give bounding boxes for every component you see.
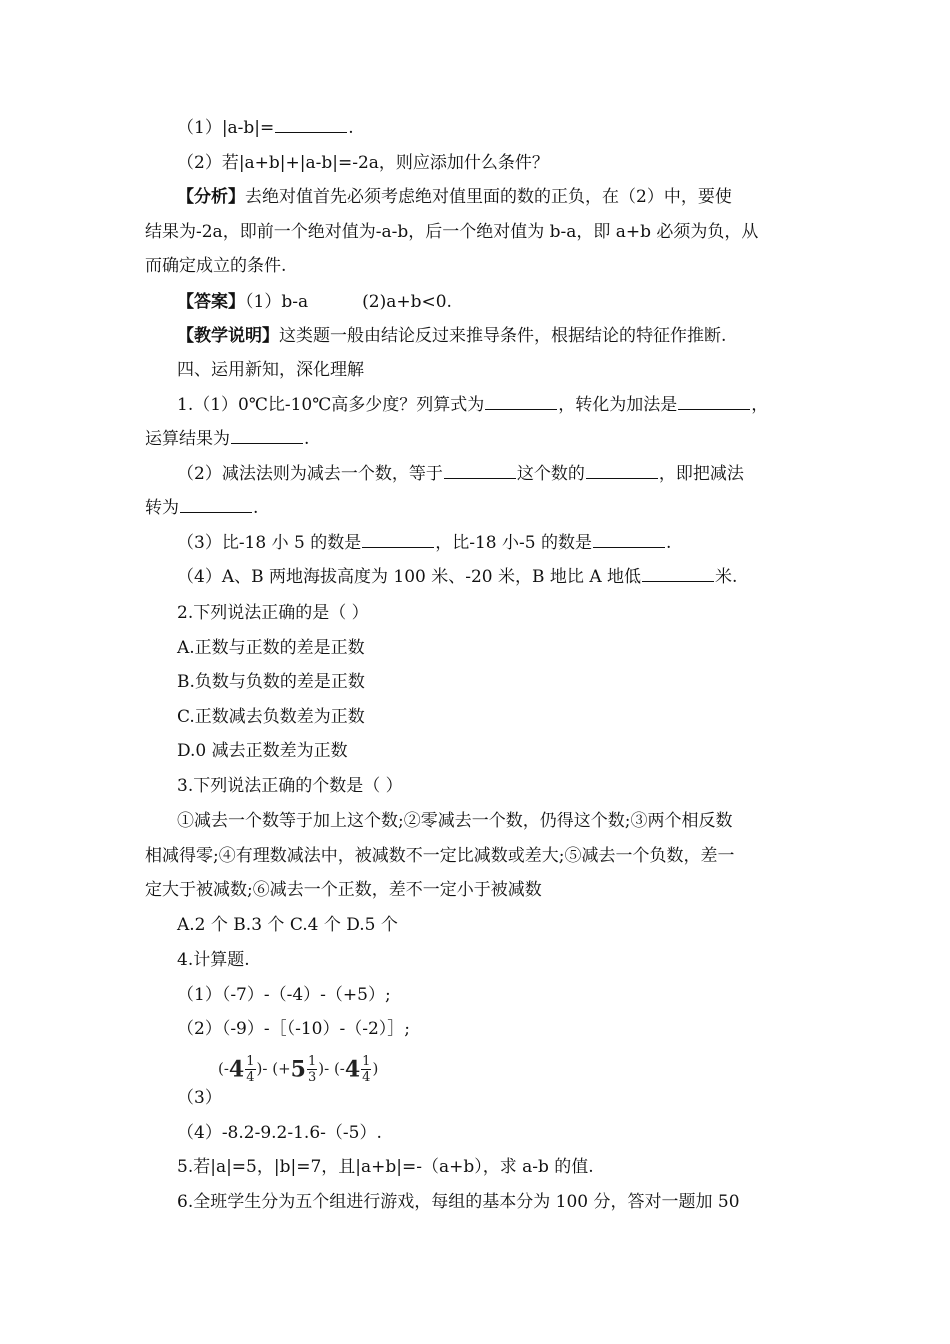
- answer-blank: [642, 566, 714, 582]
- answer-blank: [678, 394, 750, 410]
- text-line: 【分析】去绝对值首先必须考虑绝对值里面的数的正负，在（2）中，要使: [177, 187, 732, 207]
- answer-blank: [444, 463, 516, 479]
- text-line: （4）-8.2-9.2-1.6-（-5）.: [177, 1123, 382, 1143]
- question: 5.若|a|=5，|b|=7，且|a+b|=-（a+b），求 a-b 的值.: [177, 1157, 594, 1177]
- answer-blank: [593, 532, 665, 548]
- text-line: 运算结果为 .: [145, 429, 310, 449]
- text-line: （3）比-18 小 5 的数是 ，比-18 小-5 的数是 .: [177, 533, 672, 553]
- text-line: 结果为-2a，即前一个绝对值为-a-b，后一个绝对值为 b-a，即 a+b 必须为负，从: [145, 222, 759, 242]
- answer-blank: [180, 497, 252, 513]
- math-expression: (-4 $\frac{1}{4}$ )- (+5 $\frac{1}{3}$ )- (-4 $\frac{1}{4}$ ): [218, 1054, 379, 1085]
- fraction: $\frac{1}{4}$: [362, 1054, 371, 1085]
- text-line: （1）|a-b|= .: [177, 118, 354, 138]
- text-line: （2）（-9）-［（-10）-（-2）］;: [177, 1019, 411, 1039]
- answer-blank: [586, 463, 658, 479]
- option: A.正数与正数的差是正数: [177, 638, 365, 658]
- text-line: 转为 .: [145, 498, 259, 518]
- question: 2.下列说法正确的是（ ）: [177, 603, 369, 623]
- text-line: （2）减法法则为减去一个数，等于 这个数的 ，即把减法: [177, 464, 744, 484]
- teaching-note-tag: 【教学说明】: [177, 326, 279, 346]
- question: 4.计算题.: [177, 950, 250, 970]
- text-line: （2）若|a+b|+|a-b|=-2a，则应添加什么条件？: [177, 153, 549, 173]
- text-line: ①减去一个数等于加上这个数;②零减去一个数，仍得这个数;③两个相反数: [177, 811, 733, 831]
- section-heading: 四、运用新知，深化理解: [177, 360, 364, 380]
- answer-blank: [362, 532, 434, 548]
- text-line: 相减得零;④有理数减法中，被减数不一定比减数或差大;⑤减去一个负数，差一: [145, 846, 735, 866]
- answer-tag: 【答案】: [177, 292, 245, 312]
- analysis-tag: 【分析】: [177, 187, 245, 207]
- text-line: 而确定成立的条件.: [145, 256, 287, 276]
- text-line: 【教学说明】这类题一般由结论反过来推导条件，根据结论的特征作推断.: [177, 326, 727, 346]
- question: 6.全班学生分为五个组进行游戏，每组的基本分为 100 分，答对一题加 50: [177, 1192, 740, 1212]
- option: A.2 个 B.3 个 C.4 个 D.5 个: [177, 915, 398, 935]
- fraction: $\frac{1}{4}$: [246, 1054, 255, 1085]
- answer-blank: [275, 117, 347, 133]
- answer-blank: [485, 394, 557, 410]
- question: 3.下列说法正确的个数是（ ）: [177, 776, 403, 796]
- option: D.0 减去正数差为正数: [177, 741, 348, 761]
- text-line: 1.（1）0℃比-10℃高多少度？列算式为 ，转化为加法是 ，: [177, 395, 769, 415]
- text-line: （3）: [177, 1088, 222, 1108]
- text-line: 【答案】（1）b-a (2)a+b<0.: [177, 292, 452, 312]
- option: C.正数减去负数差为正数: [177, 707, 365, 727]
- fraction: $\frac{1}{3}$: [307, 1054, 317, 1085]
- option: B.负数与负数的差是正数: [177, 672, 365, 692]
- text-line: （1）（-7）-（-4）-（+5）;: [177, 985, 391, 1005]
- text-line: （4）A、B 两地海拔高度为 100 米、-20 米，B 地比 A 地低 米.: [177, 567, 738, 587]
- answer-blank: [231, 428, 303, 444]
- text-line: 定大于被减数;⑥减去一个正数，差不一定小于被减数: [145, 880, 542, 900]
